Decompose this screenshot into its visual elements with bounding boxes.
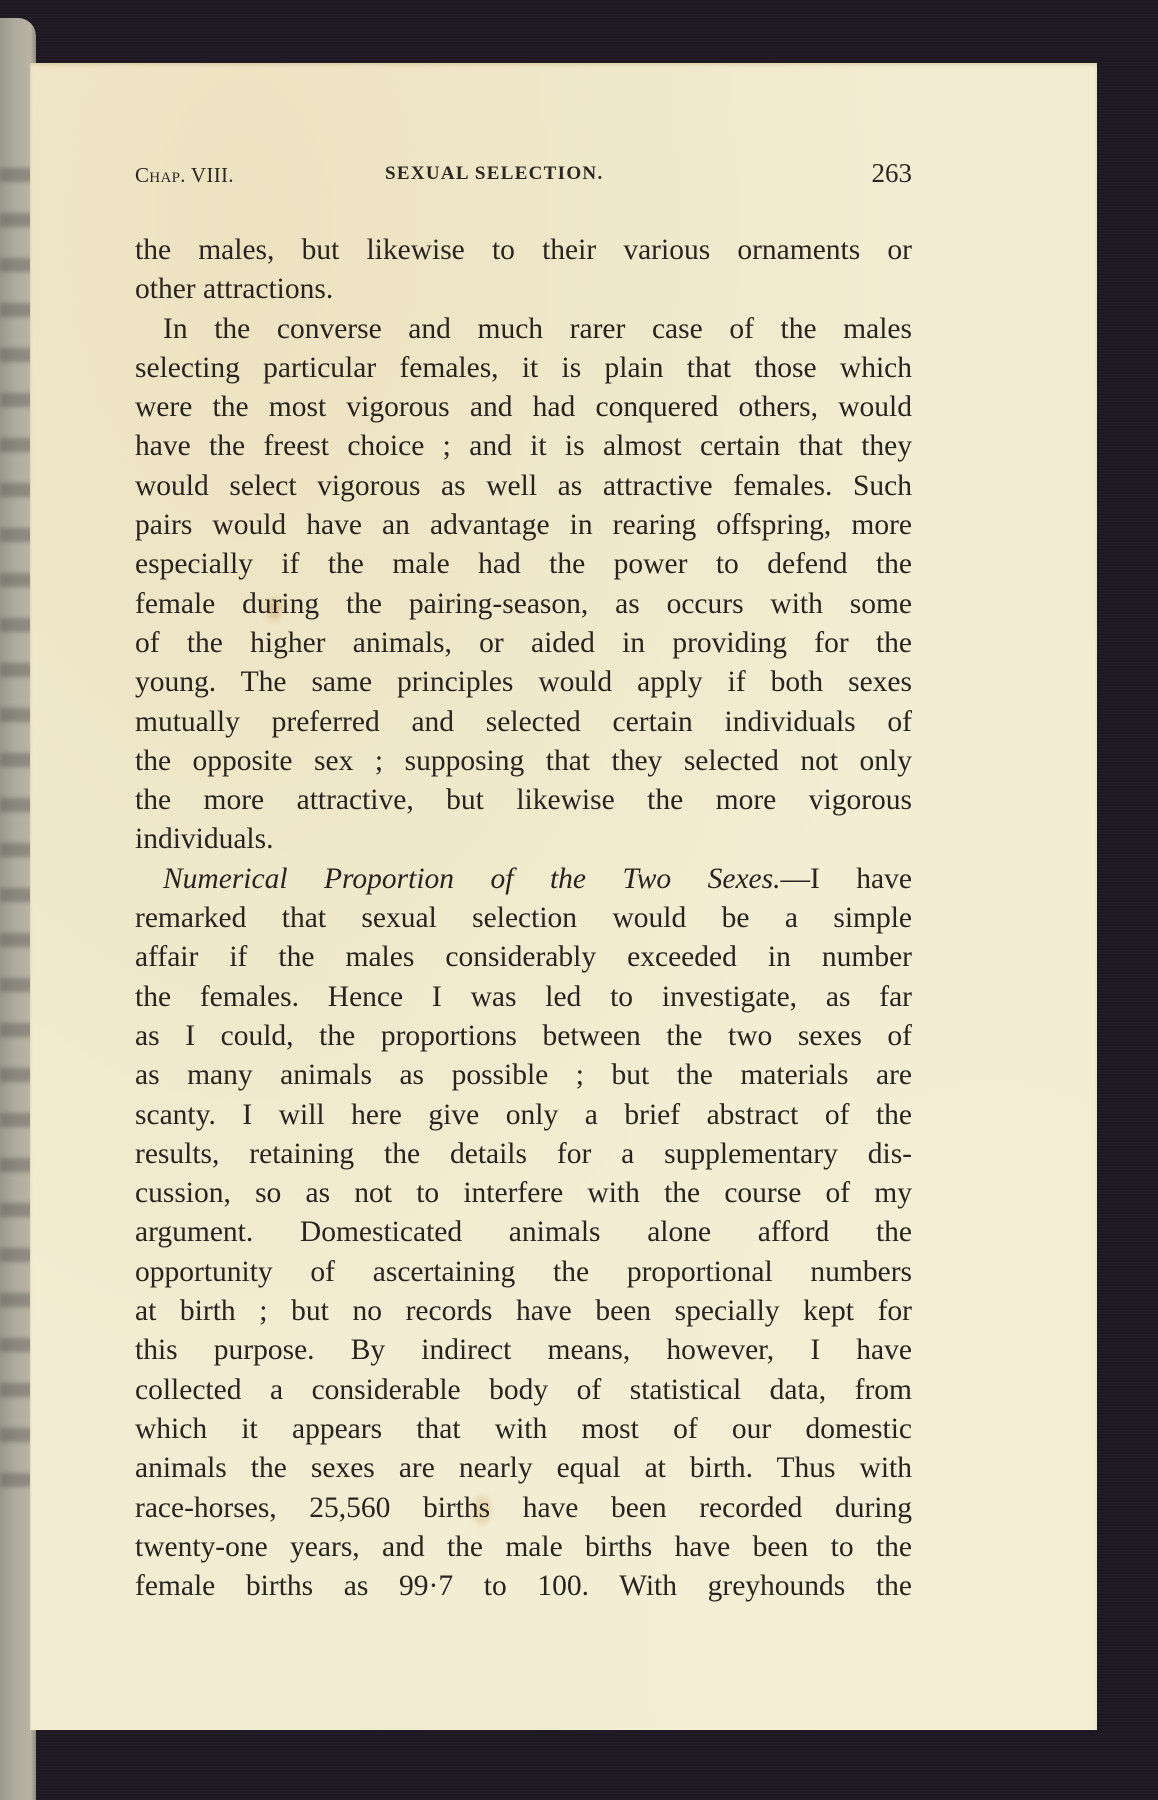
ghost-text-line [0, 1383, 34, 1397]
ghost-text-line [0, 1113, 34, 1127]
text-line: especially if the male had the power to defend the [135, 548, 912, 581]
text-line: as I could, the proportions between the two sexes of [135, 1019, 912, 1052]
ghost-text-line [0, 663, 34, 677]
ghost-text-line [0, 438, 34, 452]
text-line: individuals. [135, 823, 274, 856]
text-line: this purpose. By indirect means, however, I have [135, 1334, 912, 1367]
ghost-text-line [0, 528, 34, 542]
text-line: opportunity of ascertaining the proportional numbers [135, 1255, 912, 1288]
text-line: the males, but likewise to their various ornaments or [135, 234, 912, 266]
ghost-text-line [0, 1338, 34, 1352]
text-line-rest: —I have [780, 862, 912, 895]
ghost-text-line [0, 1248, 34, 1262]
chapter-label: Chap. VIII. [135, 163, 234, 187]
ghost-text-line [0, 1293, 34, 1307]
ghost-text-line [0, 573, 34, 587]
text-line: as many animals as possible ; but the materials are [135, 1059, 912, 1092]
ghost-text-line [0, 1473, 34, 1487]
ghost-text-line [0, 213, 34, 227]
text-line: have the freest choice ; and it is almost certain that they [135, 430, 912, 463]
running-title: SEXUAL SELECTION. [385, 163, 604, 184]
ghost-text-line [0, 1203, 34, 1217]
text-line: young. The same principles would apply if both sexes [135, 666, 912, 699]
text-line: other attractions. [135, 273, 334, 306]
ghost-text-line [0, 483, 34, 497]
running-head [135, 158, 912, 193]
text-line: of the higher animals, or aided in providing for the [135, 626, 912, 659]
ghost-text-line [0, 258, 34, 272]
ghost-text-line [0, 753, 34, 767]
ghost-text-line [0, 303, 34, 317]
text-line: argument. Domesticated animals alone afford the [135, 1216, 912, 1249]
section-heading: Numerical Proportion of the Two Sexes. [163, 862, 781, 895]
text-line: twenty-one years, and the male births have been to the [135, 1530, 912, 1563]
text-line: race-horses, 25,560 births have been recorded during [135, 1491, 912, 1524]
ghost-text-line [0, 1158, 34, 1172]
ghost-text-line [0, 798, 34, 812]
page-number: 263 [871, 158, 912, 188]
ghost-text-line [0, 168, 34, 182]
text-line: at birth ; but no records have been specially kept for [135, 1295, 912, 1328]
text-line: animals the sexes are nearly equal at birth. Thus with [135, 1452, 912, 1485]
ghost-text-line [0, 348, 34, 362]
ghost-text-line [0, 888, 34, 902]
text-line: scanty. I will here give only a brief abstract of the [135, 1098, 912, 1131]
text-line: female during the pairing-season, as occurs with some [135, 587, 912, 620]
ghost-text-line [0, 393, 34, 407]
ghost-text-line [0, 978, 34, 992]
body-text [135, 231, 912, 1606]
text-line: were the most vigorous and had conquered others, would [135, 391, 912, 424]
text-line: female births as 99·7 to 100. With greyhounds the [135, 1570, 912, 1603]
ghost-text-line [0, 708, 34, 722]
text-line: pairs would have an advantage in rearing offspring, more [135, 509, 912, 542]
text-line: would select vigorous as well as attractive females. Such [135, 469, 912, 502]
text-line: which it appears that with most of our domestic [135, 1412, 912, 1445]
ghost-text-line [0, 1068, 34, 1082]
ghost-text-line [0, 1428, 34, 1442]
section-heading-line [135, 860, 912, 899]
book-page [30, 63, 1097, 1730]
ghost-text-line [0, 843, 34, 857]
ghost-text-line [0, 618, 34, 632]
text-line: cussion, so as not to interfere with the course of my [135, 1177, 912, 1210]
text-line: mutually preferred and selected certain individuals of [135, 705, 912, 738]
text-line: the more attractive, but likewise the more vigorous [135, 784, 912, 817]
text-line: the opposite sex ; supposing that they selected not only [135, 744, 912, 777]
ghost-text-line [0, 1023, 34, 1037]
text-line: results, retaining the details for a supplementary dis- [135, 1137, 912, 1170]
text-line: the females. Hence I was led to investigate, as far [135, 980, 912, 1013]
ghost-text-line [0, 933, 34, 947]
text-line: affair if the males considerably exceeded in number [135, 941, 912, 974]
text-line: selecting particular females, it is plain that those which [135, 351, 912, 384]
text-line: In the converse and much rarer case of the males [163, 312, 912, 345]
text-line: remarked that sexual selection would be a simple [135, 902, 912, 935]
text-line: collected a considerable body of statistical data, from [135, 1373, 912, 1406]
